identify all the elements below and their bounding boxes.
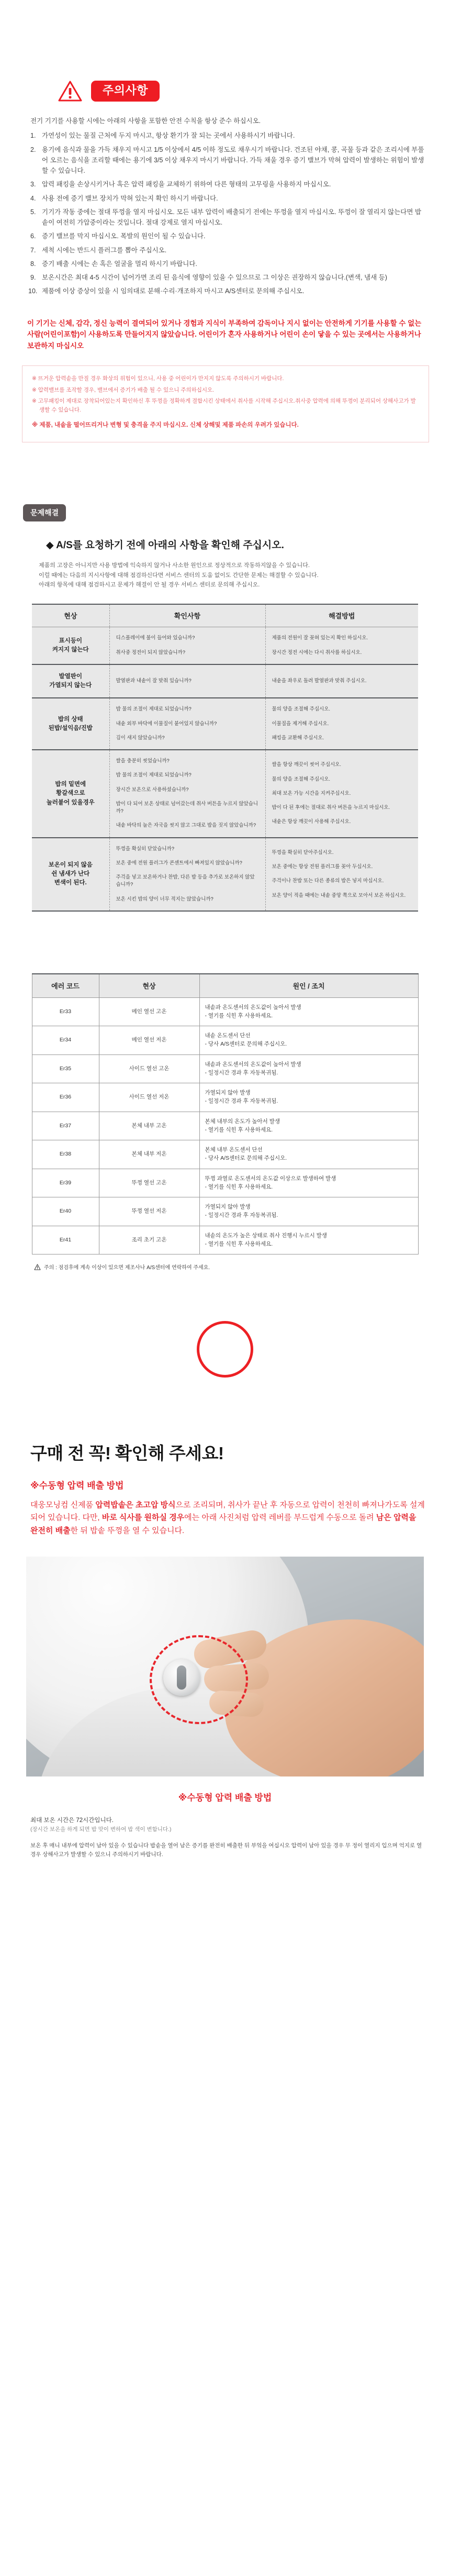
error-table-note — [32, 1263, 418, 1271]
cell-error-code: Er35 — [32, 1054, 99, 1083]
as-description-line: 제품의 고장은 아니지만 사용 방법에 익숙하지 않거나 사소한 원인으로 정상적으로 작동하지않을 수 있습니다. — [39, 562, 310, 569]
cell-error-symptom: 본체 내부 고온 — [99, 1112, 199, 1140]
caution-header — [0, 80, 450, 103]
cell-symptom: 밥의 상태 된밥/설익음/진밥 — [32, 698, 109, 750]
cell-line: 쌀을 충분히 씻었습니까? — [116, 758, 170, 764]
cell-line: 장시간 보온으로 사용하셨습니까? — [116, 786, 189, 793]
cell-error-code: Er39 — [32, 1169, 99, 1197]
cell-line: 밥이 다 된 후에는 절대로 취사 버튼을 누르지 마십시오. — [272, 805, 390, 811]
table-header-row — [32, 604, 418, 627]
cell-line: 주걱을 넣고 보온하거나 찬밥, 다른 밥 등을 추가로 보온하지 않았습니까? — [116, 874, 255, 888]
cell-line: 보온 중에 전원 플러그가 콘센트에서 빠져있지 않았습니까? — [116, 860, 242, 866]
cell-symptom: 밥의 밑면에 황갈색으로 눌러붙어 있을경우 — [32, 750, 109, 838]
cell-solutions — [265, 627, 418, 664]
fine-print — [0, 1803, 450, 1859]
cell-line: 이물질을 제거해 주십시오. — [272, 720, 329, 727]
cell-line: 패킹을 교환해 주십시오. — [272, 735, 324, 741]
warning-triangle-icon — [34, 1264, 41, 1270]
cell-error-symptom: 뚜껑 열선 저온 — [99, 1197, 199, 1226]
body-text: 에는 아래 사진처럼 압력 레버를 부드럽게 수동으로 돌려 — [184, 1513, 376, 1523]
table-row — [32, 698, 418, 750]
caution-rule: 증기 밸브를 막지 마십시오. 폭발의 원인이 될 수 있습니다. — [42, 232, 206, 240]
as-heading: ◆ A/S를 요청하기 전에 아래의 사항을 확인해 주십시오. — [46, 539, 284, 551]
cell-checks — [109, 627, 265, 664]
cell-error-symptom: 본체 내부 저온 — [99, 1140, 199, 1169]
cell-error-code: Er41 — [32, 1226, 99, 1254]
error-row — [32, 1112, 418, 1140]
emphasis-text: 바로 식사를 원하실 경우 — [102, 1513, 185, 1523]
error-row — [32, 1169, 418, 1197]
troubleshooting-tag: 문제해결 — [23, 504, 66, 521]
cell-error-code: Er37 — [32, 1112, 99, 1140]
cell-error-symptom: 메인 열선 고온 — [99, 997, 199, 1026]
cell-error-cause: 본체 내부의 온도가 높아서 발생 - 열기를 식힌 후 사용하세요. — [199, 1112, 418, 1140]
cell-line: 밥 물의 조절이 제대로 되었습니까? — [116, 772, 192, 779]
table-row — [32, 664, 418, 698]
table-row — [32, 838, 418, 911]
cell-error-cause: 가열되지 않아 발생 - 일정시간 경과 후 자동복귀됨. — [199, 1197, 418, 1226]
cell-error-cause: 뚜껑 과열로 온도센서의 온도값 이상으로 발생하여 발생 - 열기를 식힌 후 사용하세요. — [199, 1169, 418, 1197]
keep-warm-note: (장시간 보온을 하게 되면 밥 맛이 변하여 밥 색이 변합니다.) — [30, 1826, 172, 1833]
caution-section — [0, 0, 450, 442]
error-row — [32, 1054, 418, 1083]
caution-rule: 가연성이 있는 물질 근처에 두지 마시고, 항상 환기가 잘 되는 곳에서 사용하시기 바랍니다. — [42, 132, 295, 140]
cell-line: 쌀을 항상 깨끗이 씻어 주십시오. — [272, 762, 341, 768]
cell-error-symptom: 메인 열선 저온 — [99, 1026, 199, 1055]
emphasis-text: 압력밥솥은 초고압 방식 — [95, 1500, 176, 1509]
error-row — [32, 1026, 418, 1055]
decorative-divider — [0, 1271, 450, 1428]
troubleshooting-table-body — [32, 627, 418, 911]
emphasis-text: 남은 압력을 완전히 배출 — [30, 1513, 417, 1535]
table-row — [32, 627, 418, 664]
error-note-text: 주의 : 점검후에 계속 이상이 있으면 제조사나 A/S센터에 연락하여 주세요. — [44, 1265, 210, 1271]
as-description-line: 아래의 항목에 대해 점검하시고 문제가 해결이 안 될 경우 서비스 센터로 문의해 주십시오. — [39, 582, 260, 589]
error-code-table — [32, 973, 419, 1255]
caution-rule: 사용 전에 증기 밸브 장치가 막혀 있는지 확인 하시기 바랍니다. — [42, 194, 218, 202]
cell-checks — [109, 750, 265, 838]
red-circle-icon — [197, 1321, 253, 1378]
cell-checks — [109, 838, 265, 911]
child-safety-warning: 이 기기는 신체, 감각, 정신 능력이 결여되어 있거나 경험과 지식이 부족하여 감독이나 지시 없이는 안전하게 기기를 사용할 수 없는 사람(어린이포함)이 사용하도록 만들어지지 않았습니다. 어린이가 혼자 사용하거나 어린이 손이 닿을 수 있는 곳에서는 사용하거나 보관하지 마십시오 — [27, 319, 422, 350]
error-row — [32, 1140, 418, 1169]
cell-solutions — [265, 838, 418, 911]
cell-line: 최대 보온 가능 시간을 지켜주십시오. — [272, 790, 351, 796]
pink-note-box — [22, 365, 429, 442]
cell-line: 밥이 다 되어 보온 상태로 넘어갔는데 취사 버튼을 누르지 않았습니까? — [116, 801, 258, 815]
cell-line: 디스플레이에 불이 들어와 있습니까? — [116, 635, 195, 641]
caution-rule-list — [0, 130, 450, 296]
as-description — [0, 561, 450, 591]
column-header-symptom: 현상 — [32, 604, 109, 627]
cell-line: 뚜껑을 확실히 닫았습니까? — [116, 846, 175, 852]
error-table-body — [32, 997, 418, 1254]
cell-line: 내솥은 항상 깨끗이 사용해 주십시오. — [272, 819, 351, 825]
error-row — [32, 1083, 418, 1112]
cell-error-cause: 내솥과 온도센서의 온도값이 높아서 발생 - 일정시간 경과 후 자동복귀됨. — [199, 1054, 418, 1083]
cell-error-code: Er40 — [32, 1197, 99, 1226]
cell-symptom: 표시등이 켜지지 않는다 — [32, 627, 109, 664]
cell-line: 물의 양을 조절해 주십시오. — [272, 776, 331, 782]
cell-line: 제품의 전원이 잘 꽂혀 있는지 확인 하십시오. — [272, 635, 368, 641]
cell-symptom: 보온이 되지 않음 쉰 냄새가 난다 변색이 된다. — [32, 838, 109, 911]
caution-rule: 증기 배출 시에는 손 혹은 얼굴을 멀리 하시기 바랍니다. — [42, 260, 197, 268]
cell-error-cause: 내솥과 온도센서의 온도값이 높아서 발생 - 열기를 식힌 후 사용하세요. — [199, 997, 418, 1026]
caution-rule: 압력 패킹을 손상시키거나 혹은 압력 패킹을 교체하기 위하여 다른 형태의 고무링을 사용하지 마십시오. — [42, 181, 331, 188]
cell-solutions — [265, 698, 418, 750]
cell-error-code: Er34 — [32, 1026, 99, 1055]
error-row — [32, 1226, 418, 1254]
cell-error-cause: 내솥 온도센서 단선 - 당사 A/S센터로 문의해 주십시오. — [199, 1026, 418, 1055]
cell-error-cause: 내솥의 온도가 높은 상태로 취사 진행시 누르시 발생 - 열기를 식힌 후 사용하세요. — [199, 1226, 418, 1254]
pink-note: ※ 뜨거운 압력솥을 만질 경우 화상의 위험이 있으니, 사용 중 어린이가 만지지 않도록 주의하시기 바랍니다. — [32, 375, 284, 382]
cell-error-code: Er36 — [32, 1083, 99, 1112]
table-row — [32, 750, 418, 838]
caution-rule: 용기에 음식과 물을 가득 채우지 마시고 1/5 이상에서 4/5 이하 정도로 채우시기 바랍니다. 건조된 야채, 콩, 곡물 등과 같은 조리시에 부풀어 오르는 음식을 조리할 때에는 용기에 3/5 이상 채우지 마시기 바랍니다. 가득 채울 경우 증기 밸브가 막혀 압력이 발생하는 위험이 발생할 수 있습니다. — [42, 146, 424, 175]
troubleshooting-table — [32, 604, 418, 912]
cell-line: 주걱이나 찬밥 또는 다른 종류의 밥은 넣지 마십시오. — [272, 878, 384, 884]
pressure-release-note: 보온 후 매니 내부에 압력이 남아 있을 수 있습니다 밥솥을 열어 남은 증기를 완전히 배출한 뒤 부엌을 여십시오 압력이 남아 있을 경우 무 정이 열리지 입으며 억지로 열 경우 상해사고가 발생할 수 있으니 주의하시기 바랍니다. — [30, 1842, 422, 1858]
as-description-line: 이럴 때에는 다음의 지시사항에 대해 점검하신다면 서비스 센터의 도움 없이도 간단한 문제는 해결할 수 있습니다. — [39, 572, 319, 579]
caution-intro: 전기 기기를 사용할 시에는 아래의 사항을 포함한 안전 수칙을 항상 준수 하십시오. — [30, 117, 261, 125]
column-header-check: 확인사항 — [109, 604, 265, 627]
troubleshooting-section — [0, 442, 450, 1271]
body-text: 대웅모닝컴 신제품 — [30, 1500, 96, 1509]
page-title: 구매 전 꼭! 확인해 주세요! — [30, 1443, 224, 1463]
cell-line: 물의 양을 조절해 주십시오. — [272, 706, 331, 713]
pressure-lever-photo — [26, 1557, 424, 1776]
column-header-error-symptom: 현상 — [99, 974, 199, 998]
pink-note-strong: ※ 제품, 내솥을 떨어뜨리거나 변형 및 충격을 주지 마십시오. 신체 상해및 제품 파손의 우려가 있습니다. — [32, 421, 299, 428]
cell-line: 내솥을 좌우로 돌려 발열판과 맞춰 주십시오. — [272, 678, 367, 684]
warning-triangle-icon — [58, 80, 83, 103]
error-row — [32, 997, 418, 1026]
body-text: 한 뒤 밥솥 뚜껑을 열 수 있습니다. — [70, 1526, 185, 1535]
cell-line: 뚜껑을 확실히 닫아주십시오. — [272, 849, 334, 856]
caution-badge: 주의사항 — [91, 81, 160, 102]
cell-error-symptom: 조리 초기 고온 — [99, 1226, 199, 1254]
cell-symptom: 발열판이 가열되지 않는다 — [32, 664, 109, 698]
highlight-circle-icon — [150, 1635, 248, 1724]
cell-error-symptom: 사이드 열선 저온 — [99, 1083, 199, 1112]
column-header-solution: 해결방법 — [265, 604, 418, 627]
cell-line: 보온 양이 적을 때에는 내솥 중앙 쪽으로 모아서 보온 하십시오. — [272, 892, 406, 898]
column-header-error-cause: 원인 / 조치 — [199, 974, 418, 998]
cell-line: 보온 중에는 항상 전원 플러그를 꽂아 두십시오. — [272, 864, 373, 870]
caution-rule: 제품에 이상 증상이 있을 시 임의대로 분해·수리·개조하지 마시고 A/S센터로 문의해 주십시오. — [42, 287, 305, 295]
manual-release-subtitle: ※수동형 압력 배출 방법 — [30, 1480, 124, 1491]
body-text: 으로 조리되며, 취사가 끝난 후 자동으로 압력이 천천히 빠져나가도록 설계되어 있습니다. 다만, — [30, 1500, 425, 1523]
error-row — [32, 1197, 418, 1226]
caution-rule: 세척 시에는 반드시 플러그를 뽑아 주십시오. — [42, 246, 167, 254]
cell-error-code: Er33 — [32, 997, 99, 1026]
column-header-error-code: 에러 코드 — [32, 974, 99, 998]
cell-line: 김이 새지 않았습니까? — [116, 735, 165, 741]
cell-checks — [109, 664, 265, 698]
photo-caption: ※수동형 압력 배출 방법 — [178, 1792, 272, 1803]
cell-error-symptom: 뚜껑 열선 고온 — [99, 1169, 199, 1197]
cell-error-code: Er38 — [32, 1140, 99, 1169]
cell-line: 보온 시킨 밥의 양이 너무 적지는 않았습니까? — [116, 896, 213, 902]
pink-note: ※ 압력밸브를 조작할 경우, 밸브에서 증기가 배출 될 수 있으니 주의하십시오. — [32, 386, 215, 393]
keep-warm-time: 최대 보온 시간은 72시간입니다. — [30, 1817, 114, 1824]
manual-release-paragraph — [0, 1499, 450, 1538]
caution-rule: 보온시간은 최대 4-5 시간이 넘어가면 조리 된 음식에 영향이 있을 수 있으므로 그 이상은 권장하지 않습니다.(변색, 냄새 등) — [42, 274, 387, 282]
cell-solutions — [265, 664, 418, 698]
cell-line: 취사중 정전이 되지 않았습니까? — [116, 649, 186, 656]
error-table-header-row — [32, 974, 418, 998]
cell-line: 밥 물의 조절이 제대로 되었습니까? — [116, 706, 192, 713]
pink-note: ※ 고무패킹이 제대로 장착되어있는지 확인하신 후 뚜껑을 정확하게 결합시킨 상태에서 취사를 시작해 주십시오.취사중 압력에 의해 뚜껑이 분리되어 상해사고가 발생할 수 있습니다. — [32, 398, 416, 413]
cell-checks — [109, 698, 265, 750]
pre-purchase-section — [0, 1440, 450, 1891]
cell-line: 내솥 바닥의 눌은 자국을 씻지 않고 그대로 밥을 짓지 않았습니까? — [116, 823, 256, 829]
cell-solutions — [265, 750, 418, 838]
caution-rule: 기기가 작동 중에는 절대 뚜껑을 열지 마십시오. 모든 내부 압력이 배출되기 전에는 뚜껑을 열지 마십시오. 뚜껑이 잘 열리지 않는다면 밥솥이 여전히 가압중이라는 것입니다. 절대 강제로 열지 마십시오. — [42, 208, 421, 227]
cell-error-cause: 본체 내부 온도센서 단선 - 당사 A/S센터로 문의해 주십시오. — [199, 1140, 418, 1169]
cell-error-symptom: 사이드 열선 고온 — [99, 1054, 199, 1083]
cell-error-cause: 가열되지 않아 발생 - 일정시간 경과 후 자동복귀됨. — [199, 1083, 418, 1112]
cell-line: 내솥 외부 바닥에 이물질이 붙어있지 않습니까? — [116, 720, 217, 727]
cell-line: 장시간 정전 시에는 다시 취사를 하십시오. — [272, 649, 362, 656]
cell-line: 발열판과 내솥이 잘 맞춰 있습니까? — [116, 678, 192, 684]
